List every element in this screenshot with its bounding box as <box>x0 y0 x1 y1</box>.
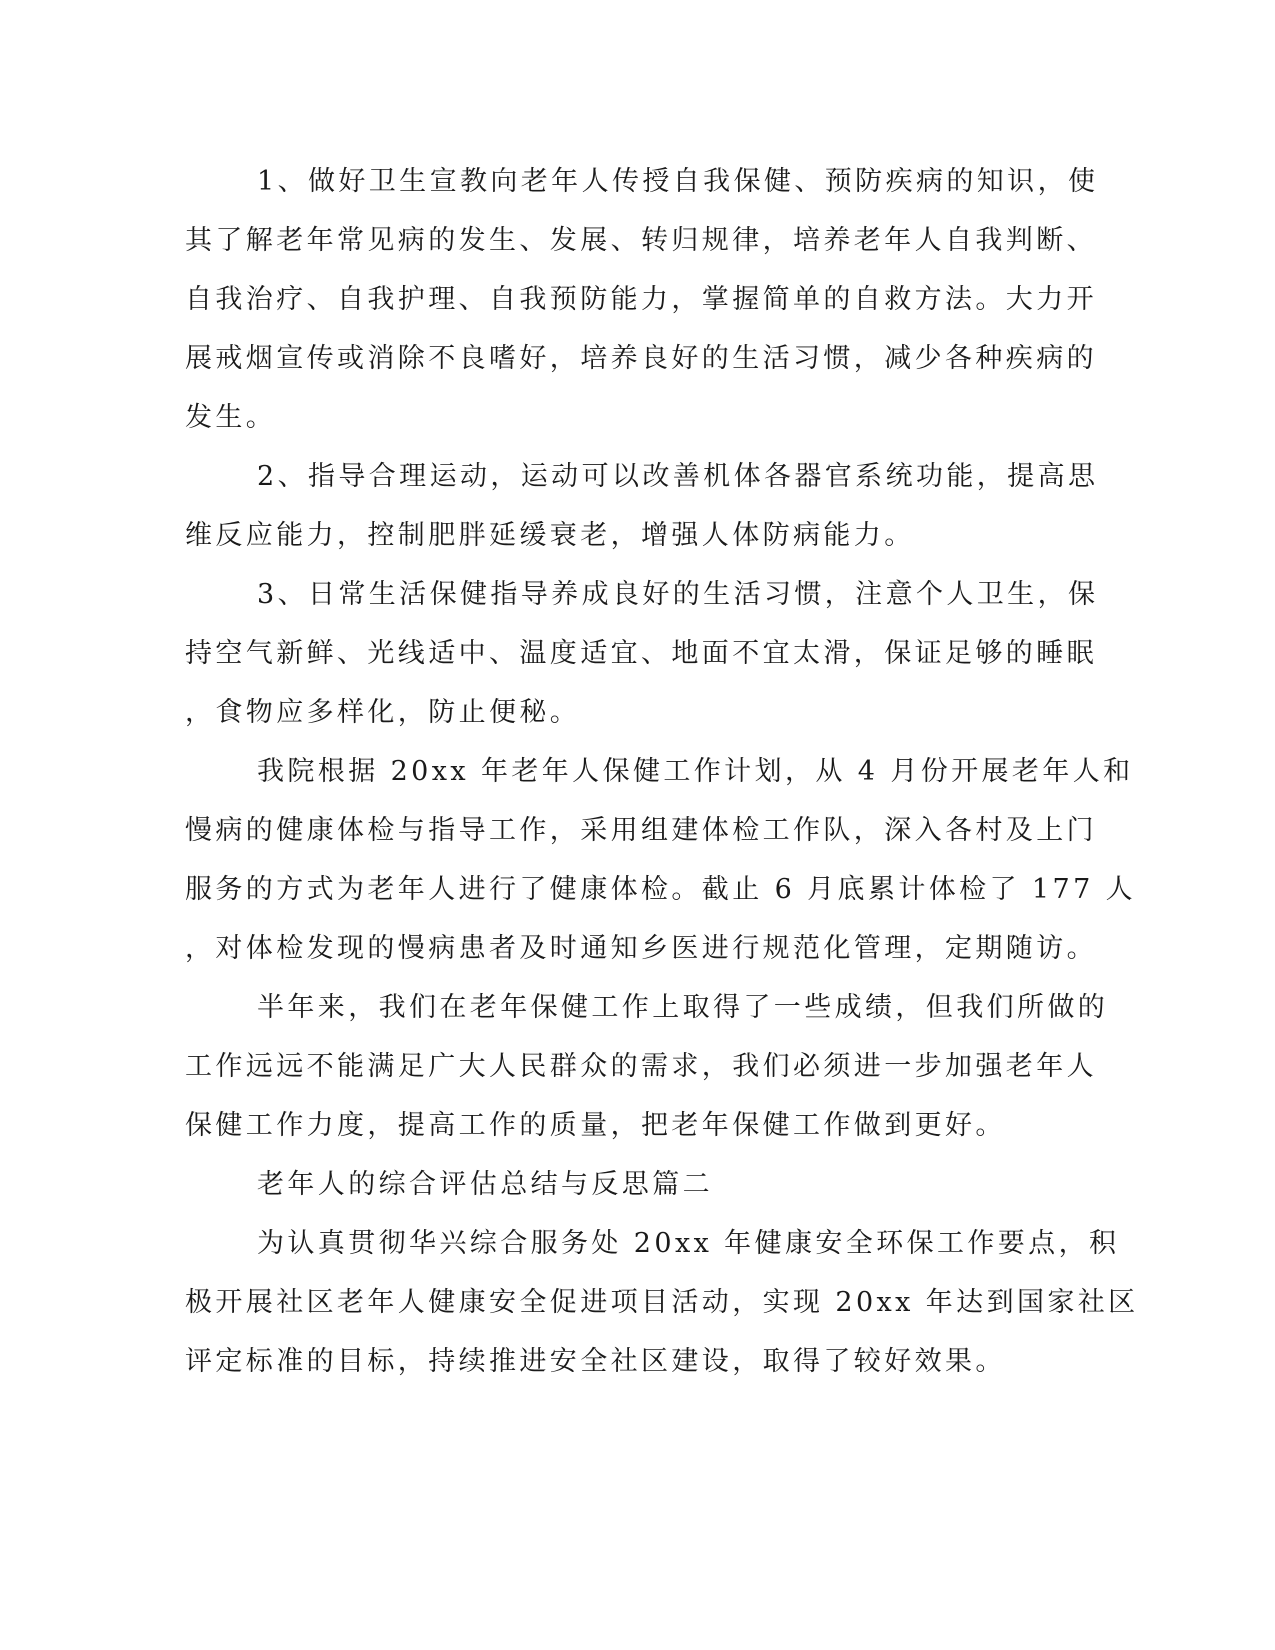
paragraph-line: 2、指导合理运动，运动可以改善机体各器官系统功能，提高思 <box>257 461 1099 492</box>
paragraph-line: ，食物应多样化，防止便秘。 <box>185 697 581 728</box>
paragraph-line: 服务的方式为老年人进行了健康体检。截止 6 月底累计体检了 177 人 <box>185 874 1137 905</box>
paragraph-line: 其了解老年常见病的发生、发展、转归规律，培养老年人自我判断、 <box>185 225 1097 256</box>
paragraph-line: 1、做好卫生宣教向老年人传授自我保健、预防疾病的知识，使 <box>257 166 1099 197</box>
paragraph-line: 维反应能力，控制肥胖延缓衰老，增强人体防病能力。 <box>185 520 915 551</box>
paragraph-line: 评定标准的目标，持续推进安全社区建设，取得了较好效果。 <box>185 1346 1006 1377</box>
paragraph-line: 极开展社区老年人健康安全促进项目活动，实现 20xx 年达到国家社区 <box>185 1287 1139 1318</box>
paragraph-line: ，对体检发现的慢病患者及时通知乡医进行规范化管理，定期随访。 <box>185 933 1097 964</box>
paragraph-line: 持空气新鲜、光线适中、温度适宜、地面不宜太滑，保证足够的睡眠 <box>185 638 1097 669</box>
paragraph-line: 半年来，我们在老年保健工作上取得了一些成绩，但我们所做的 <box>257 992 1109 1023</box>
paragraph-line: 展戒烟宣传或消除不良嗜好，培养良好的生活习惯，减少各种疾病的 <box>185 343 1097 374</box>
paragraph-line: 发生。 <box>185 402 277 433</box>
paragraph-line: 工作远远不能满足广大人民群众的需求，我们必须进一步加强老年人 <box>185 1051 1097 1082</box>
paragraph-line: 自我治疗、自我护理、自我预防能力，掌握简单的自救方法。大力开 <box>185 284 1097 315</box>
paragraph-line: 为认真贯彻华兴综合服务处 20xx 年健康安全环保工作要点，积 <box>257 1228 1120 1259</box>
paragraph-line: 我院根据 20xx 年老年人保健工作计划，从 4 月份开展老年人和 <box>257 756 1134 787</box>
paragraph-line: 3、日常生活保健指导养成良好的生活习惯，注意个人卫生，保 <box>257 579 1099 610</box>
section-heading: 老年人的综合评估总结与反思篇二 <box>257 1169 713 1200</box>
paragraph-line: 保健工作力度，提高工作的质量，把老年保健工作做到更好。 <box>185 1110 1006 1141</box>
paragraph-line: 慢病的健康体检与指导工作，采用组建体检工作队，深入各村及上门 <box>185 815 1097 846</box>
